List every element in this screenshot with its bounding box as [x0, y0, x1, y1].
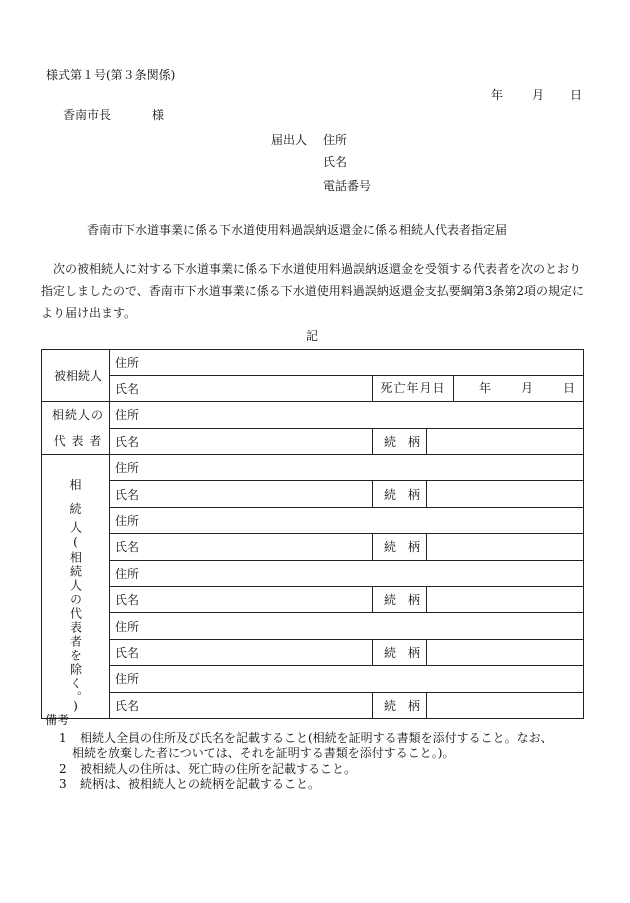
note-1-text: 相続人全員の住所及び氏名を記載すること(相続を証明する書類を添付すること。なお、	[80, 731, 553, 745]
applicant-name-label: 氏名	[323, 155, 348, 169]
heir-1-address-row	[42, 455, 584, 481]
form-number: 様式第１号(第３条関係)	[46, 68, 176, 82]
decedent-name-row	[42, 376, 584, 402]
heir-2-address-row	[42, 507, 584, 533]
heir-relationship-label: 続 柄	[373, 586, 427, 612]
death-day-label: 日	[563, 381, 576, 395]
heir-3-name-row	[42, 586, 584, 612]
representative-name-cell[interactable]: 氏名	[110, 428, 373, 455]
applicant-phone-label: 電話番号	[323, 179, 372, 193]
heir-name-cell[interactable]: 氏名	[110, 534, 373, 560]
notes-heading: 備考	[45, 713, 70, 727]
heir-relationship-label: 続 柄	[373, 534, 427, 560]
heir-relationship-cell[interactable]	[427, 692, 584, 718]
representative-label: 相続人の 代 表 者	[42, 402, 110, 455]
heir-1-name-row	[42, 481, 584, 507]
death-month-label: 月	[520, 381, 533, 395]
heir-representative-table	[41, 349, 584, 719]
heir-4-name-row	[42, 639, 584, 665]
death-date-label: 死亡年月日	[373, 376, 454, 401]
note-3-text: 続柄は、被相続人との続柄を記載すること。	[80, 777, 321, 791]
note-2-number: 2	[59, 762, 67, 776]
heir-name-cell[interactable]: 氏名	[110, 586, 373, 612]
heir-relationship-label: 続 柄	[373, 481, 427, 507]
heir-2-name-row	[42, 534, 584, 560]
heir-address-cell[interactable]: 住所	[110, 613, 584, 639]
heir-name-cell[interactable]: 氏名	[110, 639, 373, 665]
heir-name-cell[interactable]: 氏名	[110, 481, 373, 507]
date-year-label: 年	[491, 88, 504, 102]
death-year-label: 年	[478, 381, 491, 395]
heir-relationship-cell[interactable]	[427, 534, 584, 560]
note-1-number: 1	[59, 731, 67, 745]
applicant-address-label: 住所	[323, 133, 348, 147]
representative-relationship-label: 続 柄	[373, 428, 427, 455]
heir-relationship-cell[interactable]	[427, 639, 584, 665]
heir-relationship-cell[interactable]	[427, 481, 584, 507]
heir-address-cell[interactable]: 住所	[110, 455, 584, 481]
decedent-address-row	[42, 350, 584, 376]
heir-3-address-row	[42, 560, 584, 586]
date-month-label: 月	[532, 88, 545, 102]
applicant-label: 届出人	[271, 133, 308, 147]
heir-4-address-row	[42, 613, 584, 639]
decedent-name-cell[interactable]: 氏名	[110, 376, 373, 402]
ki-label: 記	[306, 329, 319, 343]
heir-5-address-row	[42, 666, 584, 692]
heir-name-cell[interactable]: 氏名	[110, 692, 373, 718]
representative-address-cell[interactable]: 住所	[110, 402, 584, 429]
representative-name-row	[42, 428, 584, 455]
body-paragraph: 次の被相続人に対する下水道事業に係る下水道使用料過誤納返還金を受領する代表者を次のとおり指定しましたので、香南市下水道事業に係る下水道使用料過誤納返還金支払要綱第3条第2項の規定により届け出ます。	[41, 262, 585, 320]
heir-address-cell[interactable]: 住所	[110, 560, 584, 586]
note-3-number: 3	[59, 777, 67, 791]
addressee: 香南市長	[63, 108, 112, 122]
heir-relationship-cell[interactable]	[427, 586, 584, 612]
heir-relationship-label: 続 柄	[373, 639, 427, 665]
representative-relationship-cell[interactable]	[427, 428, 584, 455]
heirs-label: 相 続 人(相続人の代表者を除く。)	[42, 455, 110, 719]
note-1-continuation: 相続を放棄した者については、それを証明する書類を添付すること。)。	[72, 746, 455, 760]
date-day-label: 日	[570, 88, 583, 102]
heir-address-cell[interactable]: 住所	[110, 507, 584, 533]
heir-relationship-label: 続 柄	[373, 692, 427, 718]
decedent-address-cell[interactable]: 住所	[110, 350, 584, 376]
decedent-label: 被相続人	[42, 350, 110, 402]
heir-5-name-row	[42, 692, 584, 718]
addressee-honorific: 様	[152, 108, 165, 122]
note-2-text: 被相続人の住所は、死亡時の住所を記載すること。	[80, 762, 357, 776]
death-date-cell[interactable]	[373, 376, 584, 402]
document-title: 香南市下水道事業に係る下水道使用料過誤納返還金に係る相続人代表者指定届	[87, 223, 508, 237]
representative-address-row	[42, 402, 584, 429]
heir-address-cell[interactable]: 住所	[110, 666, 584, 692]
